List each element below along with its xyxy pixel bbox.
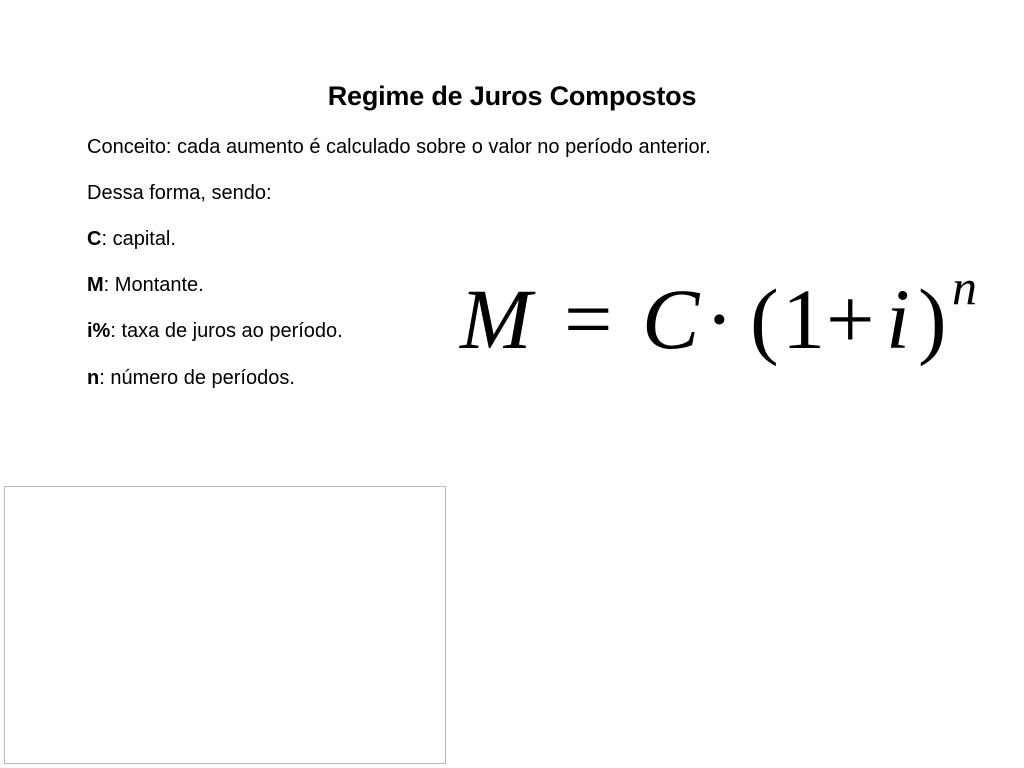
formula-i: i [886,271,910,367]
definition-term: i% [87,320,111,342]
concept-text: Conceito: cada aumento é calculado sobre o valor no período anterior. [87,136,711,158]
definition-description: : taxa de juros ao período. [110,320,343,342]
definition-periodos [87,364,295,392]
formula-plus: + [826,271,875,367]
intro-text: Dessa forma, sendo: [87,182,272,204]
definition-term: C [87,228,102,250]
slide-title: Regime de Juros Compostos [327,81,697,111]
formula-close-paren: ) [918,271,947,367]
definition-description: : capital. [101,228,176,250]
definition-capital [87,225,176,253]
compound-interest-formula [452,256,992,376]
definition-term: n [87,367,100,389]
definition-description: : número de períodos. [99,367,295,389]
definition-taxa [87,317,343,345]
formula-c: C [642,271,700,367]
empty-content-box [4,486,446,764]
formula-dot: · [705,271,734,367]
formula-equals: = [564,271,613,367]
formula-exponent: n [952,259,977,315]
formula-m: M [460,271,532,367]
definition-term: M [87,274,104,296]
formula-open-paren: ( [750,271,779,367]
definition-montante [87,271,204,299]
definition-description: : Montante. [103,274,204,296]
formula-one: 1 [782,271,825,367]
